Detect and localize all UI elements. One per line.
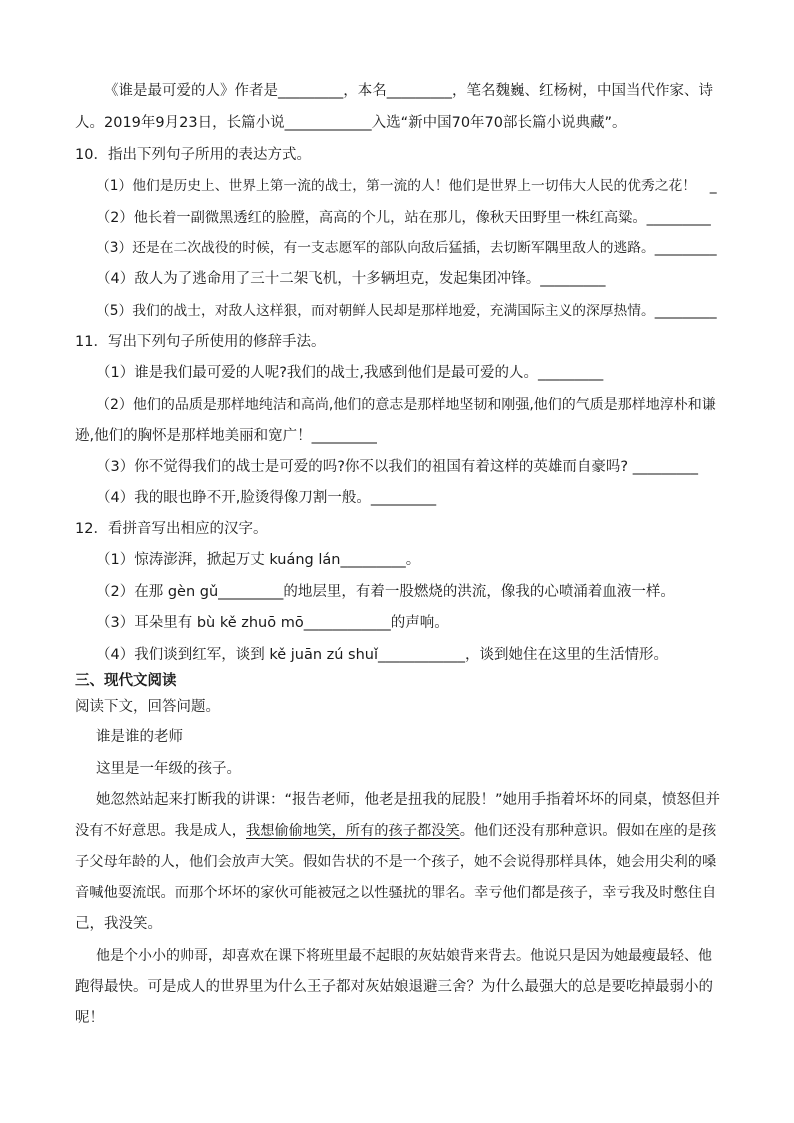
passage-text: 。他们还没有那种意识。假如在座的是孩 bbox=[459, 823, 717, 839]
question-item: 逊,他们的胸怀是那样地美丽和宽广！_________ bbox=[75, 428, 377, 444]
question-item: （3）耳朵里有 bù kě zhuō mō____________的声响。 bbox=[96, 615, 449, 631]
question-11-heading: 11．写出下列句子所使用的修辞手法。 bbox=[75, 334, 326, 350]
passage-title: 谁是谁的老师 bbox=[96, 729, 183, 745]
underlined-sentence: 我想偷偷地笑，所有的孩子都没笑 bbox=[246, 823, 460, 839]
text-line: 人。2019年9月23日，长篇小说____________入选“新中国70年70部长篇小说典藏”。 bbox=[75, 115, 627, 131]
question-item: （4）敌人为了逃命用了三十二架飞机，十多辆坦克，发起集团冲锋。_________ bbox=[96, 271, 606, 287]
question-item: （1）他们是历史上、世界上第一流的战士，第一流的人！他们是世界上一切伟大人民的优秀之花！ _ bbox=[96, 178, 717, 194]
passage-paragraph: 她忽然站起来打断我的讲课：“报告老师，他老是扭我的屁股！”她用手指着坏坏的同桌，愤怒但并 bbox=[96, 792, 721, 808]
question-item: （1）谁是我们最可爱的人呢?我们的战士,我感到他们是最可爱的人。_________ bbox=[96, 365, 604, 381]
passage-line: 己，我没笑。 bbox=[75, 916, 162, 932]
question-item: （2）在那 gèn gǔ_________的地层里，有着一股燃烧的洪流，像我的心喷涌着血液一样。 bbox=[96, 584, 675, 600]
passage-line: 跑得最快。可是成人的世界里为什么王子都对灰姑娘退避三舍？为什么最强大的总是要吃掉最弱小的 bbox=[75, 979, 713, 995]
question-item: （4）我的眼也睁不开,脸烫得像刀割一般。_________ bbox=[96, 490, 437, 506]
question-item: （1）惊涛澎湃，掀起万丈 kuáng lán_________。 bbox=[96, 552, 421, 568]
question-item: （5）我们的战士，对敌人这样狠，而对朝鲜人民却是那样地爱，充满国际主义的深厚热情。_________ bbox=[96, 303, 717, 319]
question-12-heading: 12．看拼音写出相应的汉字。 bbox=[75, 521, 268, 537]
passage-line bbox=[75, 821, 716, 841]
question-item: （3）你不觉得我们的战士是可爱的吗?你不以我们的祖国有着这样的英雄而自豪吗? _________ bbox=[96, 459, 698, 475]
question-item: （2）他们的品质是那样地纯洁和高尚,他们的意志是那样地坚韧和刚强,他们的气质是那样地淳朴和谦 bbox=[96, 397, 716, 413]
passage-line: 音喊他耍流氓。而那个坏坏的家伙可能被冠之以性骚扰的罪名。幸亏他们都是孩子，幸亏我及时憋住自 bbox=[75, 885, 717, 901]
passage-paragraph: 这里是一年级的孩子。 bbox=[96, 761, 241, 777]
passage-line: 子父母年龄的人，他们会放声大笑。假如告状的不是一个孩子，她不会说得那样具体，她会用尖利的嗓 bbox=[75, 854, 717, 870]
question-10-heading: 10．指出下列句子所用的表达方式。 bbox=[75, 147, 311, 163]
passage-text: 没有不好意思。我是成人， bbox=[75, 823, 247, 839]
question-item: （2）他长着一副微黑透红的脸膛，高高的个儿，站在那儿，像秋天田野里一株红高粱。_________ bbox=[96, 210, 711, 226]
passage-line: 呢！ bbox=[75, 1010, 104, 1026]
question-item: （3）还是在二次战役的时候，有一支志愿军的部队向敌后猛插，去切断军隅里敌人的逃路。_________ bbox=[96, 240, 717, 256]
text-line: 《谁是最可爱的人》作者是_________，本名_________，笔名魏巍、红杨树，中国当代作家、诗 bbox=[104, 83, 713, 99]
question-item: （4）我们谈到红军，谈到 kě juān zú shuǐ____________，谈到她住在这里的生活情形。 bbox=[96, 647, 669, 663]
instruction-text: 阅读下文，回答问题。 bbox=[75, 699, 220, 715]
section-heading: 三、现代文阅读 bbox=[75, 673, 177, 689]
passage-paragraph: 他是个小小的帅哥，却喜欢在课下将班里最不起眼的灰姑娘背来背去。他说只是因为她最瘦最轻、他 bbox=[96, 948, 712, 964]
